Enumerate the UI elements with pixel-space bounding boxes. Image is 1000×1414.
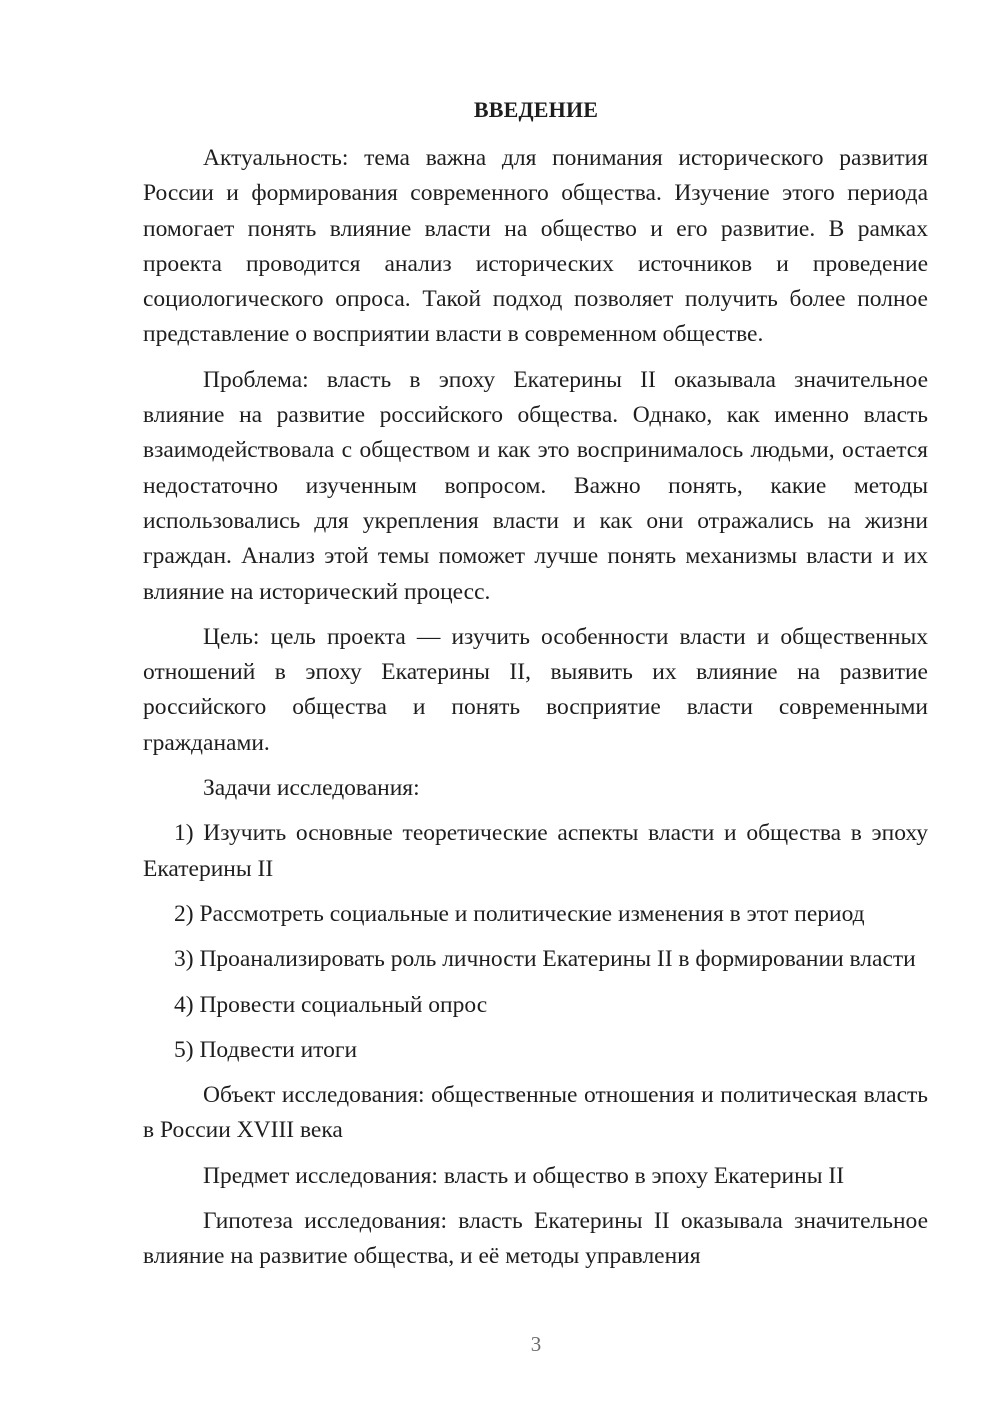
task-item-1: 1) Изучить основные теоретические аспекты власти и общества в эпоху Екатерины II	[143, 820, 928, 882]
page-number: 3	[530, 1332, 542, 1356]
goal-paragraph: Цель: цель проекта — изучить особенности власти и общественных отношений в эпоху Екатерины II, выявить их влияние на развитие российского общества и понять восприятие власти современными гражданами.	[143, 623, 928, 756]
problem-paragraph: Проблема: власть в эпоху Екатерины II оказывала значительное влияние на развитие российского общества. Однако, как именно власть взаимодействовала с обществом и как это воспринималось людьми, остается недостаточно изученным вопросом. Важно понять, какие методы использовались для укрепления власти и как они отражались на жизни граждан. Анализ этой темы поможет лучше понять механизмы власти и их влияние на исторический процесс.	[143, 366, 928, 605]
tasks-heading: Задачи исследования:	[203, 775, 420, 802]
section-heading: ВВЕДЕНИЕ	[473, 97, 599, 122]
object-paragraph: Объект исследования: общественные отношения и политическая власть в России XVIII века	[143, 1082, 928, 1144]
document-body	[143, 141, 928, 1285]
hypothesis-paragraph: Гипотеза исследования: власть Екатерины II оказывала значительное влияние на развитие общества, и её методы управления	[143, 1208, 928, 1270]
task-item-3: 3) Проанализировать роль личности Екатерины II в формировании власти	[174, 946, 916, 973]
subject-paragraph: Предмет исследования: власть и общество в эпоху Екатерины II	[203, 1162, 845, 1189]
relevance-paragraph: Актуальность: тема важна для понимания исторического развития России и формирования современного общества. Изучение этого периода помогает понять влияние власти на общество и его развитие. В рамках проекта проводится анализ исторических источников и проведение социологического опроса. Такой подход позволяет получить более полное представление о восприятии власти в современном обществе.	[143, 145, 928, 348]
task-item-5: 5) Подвести итоги	[174, 1036, 358, 1063]
task-item-4: 4) Провести социальный опрос	[174, 991, 488, 1018]
task-item-2: 2) Рассмотреть социальные и политические изменения в этот период	[174, 900, 865, 927]
